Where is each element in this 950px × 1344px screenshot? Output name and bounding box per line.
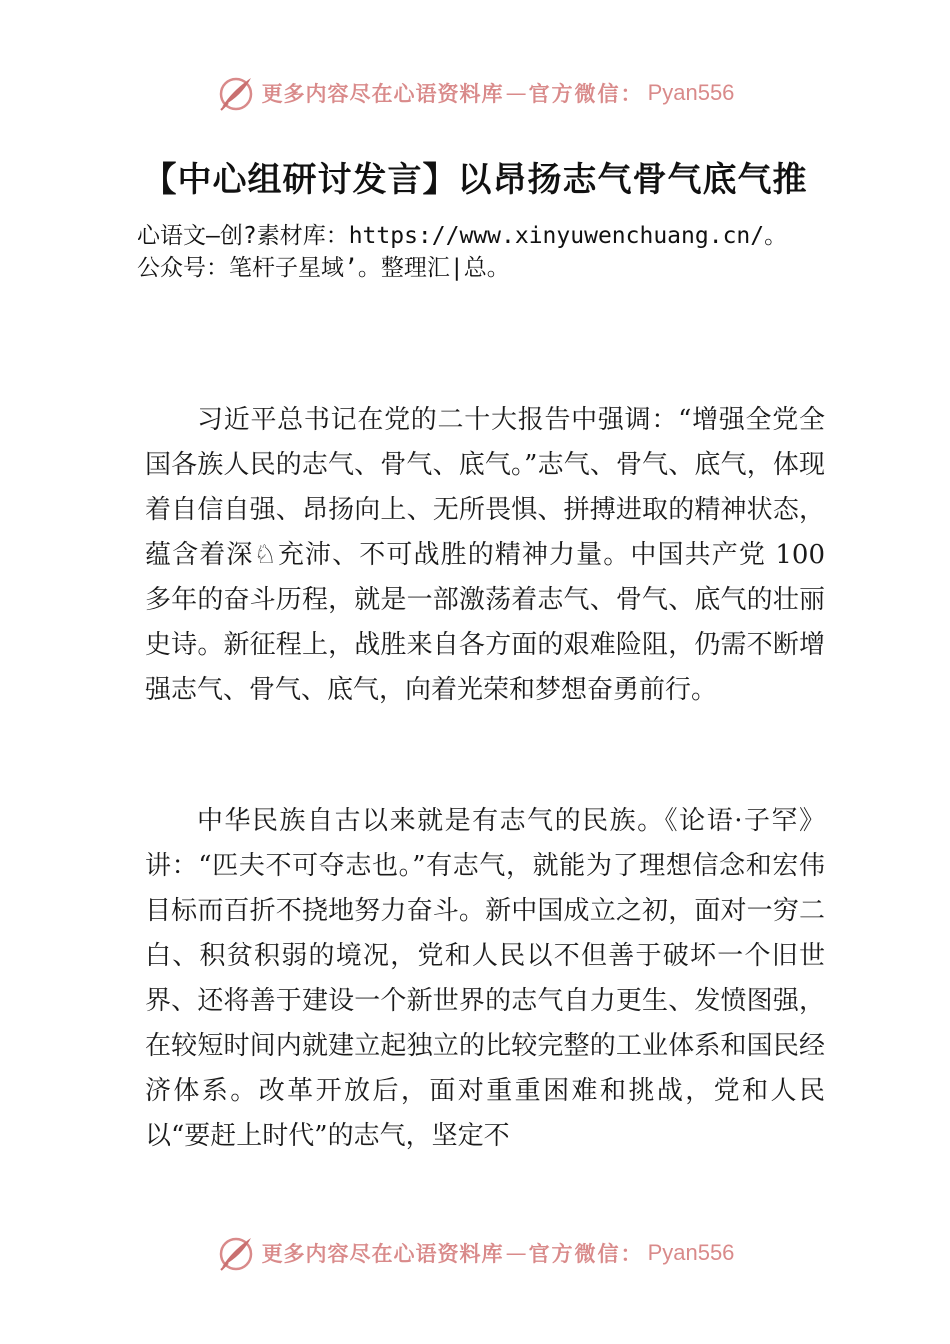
body-paragraph-2: 中华民族自古以来就是有志气的民族。《论语·子罕》讲：“匹夫不可夺志也。”有志气，就能为了理想信念和宏伟目标而百折不挠地努力奋斗。新中国成立之初，面对一穷二白、积贫积弱的境况，党和人民以不但善于破坏一个旧世界、还将善于建设一个新世界的志气自力更生、发愤图强，在较短时间内就建立起独立的比较完整的工业体系和国民经济体系。改革开放后，面对重重困难和挑战，党和人民以“要赶上时代”的志气，坚定不 <box>145 806 825 1151</box>
banner-dash: — <box>505 1241 527 1265</box>
document-title: 【中心组研讨发言】以昂扬志气骨气底气推 <box>142 160 808 200</box>
banner-text: 更多内容尽在心语资料库 <box>261 1241 504 1266</box>
banner-wechat-label: 官方微信： <box>528 1241 644 1266</box>
quill-pen-logo-icon <box>216 1233 256 1273</box>
source-info <box>137 220 927 284</box>
banner-wechat-id: Pyan556 <box>647 80 735 105</box>
banner-text: 更多内容尽在心语资料库 <box>261 81 504 106</box>
source-line-website: 心语文—创?素材库：https://www.xinyuwenchuang.cn/。 <box>137 223 788 249</box>
header-watermark-banner <box>0 70 950 116</box>
quill-pen-logo-icon <box>216 73 256 113</box>
source-line-account: 公众号：笔杆子星域’。整理汇|总。 <box>137 255 510 281</box>
banner-dash: — <box>505 81 527 105</box>
banner-wechat-label: 官方微信： <box>528 81 644 106</box>
footer-watermark-banner <box>0 1230 950 1276</box>
body-paragraph-1: 习近平总书记在党的二十大报告中强调：“增强全党全国各族人民的志气、骨气、底气。”志气、骨气、底气，体现着自信自强、昂扬向上、无所畏惧、拼搏进取的精神状态，蕴含着深♘充沛、不可战胜的精神力量。中国共产党 100 多年的奋斗历程，就是一部激荡着志气、骨气、底气的壮丽史诗。新征程上，战胜来自各方面的艰难险阻，仍需不断增强志气、骨气、底气，向着光荣和梦想奋勇前行。 <box>145 405 825 705</box>
banner-wechat-id: Pyan556 <box>647 1240 735 1265</box>
